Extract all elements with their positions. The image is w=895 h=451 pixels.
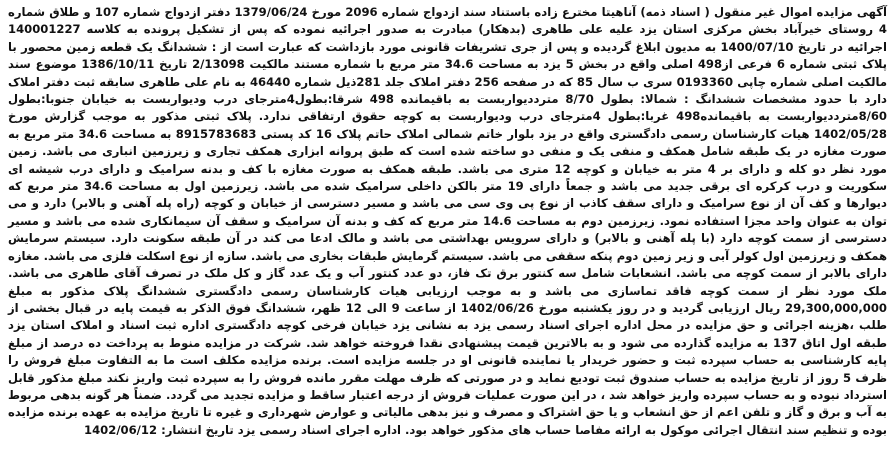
notice-body-text: آگهی مزایده اموال غیر منقول ( اسناد ذمه) آناهیتا مخترع زاده باستناد سند ازدواج شماره 2096 مورخ 1379/06/24 دفتر ازدواج شماره 107 و طلاق شماره 4 روستای خیرآباد بخش مرکزی استان یزد علیه علی طاهری (بدهکار) مبادرت به صدور اجرائیه نموده که پس از تشکیل پرونده به کلاسه 140001227 اجرائیه در تاریخ 1400/07/10 به مدیون ابلاغ گردیده و پس از جری تشریفات قانونی مورد بازداشت که عبارت است از : ششدانگ یک قطعه زمین محصور با پلاک ثبتی شماره 6 فرعی از498 اصلی واقع در بخش 5 یزد به مساحت 34.6 متر مربع با شماره مستند مالکیت 2/13098 تاریخ 1386/10/11 موضوع سند مالکیت اصلی شماره چاپی 0193360 سری ب سال 85 که در صفحه 256 دفتر املاک جلد 281ذیل شماره 46440 به نام علی طاهری سابقه ثبت دفتر املاک دارد با حدود مشخصات ششدانگ : شمالا: بطول 8/70 مترددیواربست به باقیمانده 498 شرقا:بطول4مترجای درب ودیواربست به خیابان جنوبا:بطول 8/60مترددیواربست به باقیمانده498 غربا:بطول 4مترجای درب ودیواربست به کوچه حقوق ارتفاقی ندارد. پلاک ثبتی مذکور به موجب گزارش مورخ 1402/05/28 هیات کارشناسان رسمی دادگستری واقع در یزد بلوار خاتم شمالی املاک حاتم پلاک 16 کد پستی 8915783683 به مساحت 34.6 متر مربع به صورت مغازه در یک طبقه شامل همکف و منفی یک و منفی دو ساخته شده است که طبق پروانه ابزاری همکف تجاری و زیرزمین انباری می باشد. زمین مورد نظر دو کله و دارای بر 4 متر به خیابان و کوچه 12 متری می باشد. طبقه همکف به صورت مغازه با کف و بدنه سرامیک و دارای درب شیشه ای سکوریت و درب کرکره ای برقی جدید می باشد و جمعاً دارای 19 متر بالکن داخلی سرامیک شده می باشد. زیرزمین اول به مساحت 34.6 متر مربع که دیوارها و کف آن از نوع سرامیک و دارای سقف کاذب از نوع پی وی سی می باشد و مسیر دسترسی از خیابان و کوچه (راه پله آهنی و بالابر) دارد و می توان به عنوان واحد مجزا استفاده نمود. زیرزمین دوم به مساحت 14.6 متر مربع که کف و بدنه آن سرامیک و سقف آن سیمانکاری شده می باشد و مسیر دسترسی از سمت کوچه دارد (با پله آهنی و بالابر) و دارای سرویس بهداشتی می باشد و مالک ادعا می کند در آن طبقه سکونت دارد. سیستم سرمایش همکف و زیرزمین اول کولر آبی و زیر زمین دوم پنکه سقفی می باشد. سیستم گرمایش طبقات بخاری می باشد. سازه از نوع اسکلت فلزی می باشد. مغازه دارای بالابر از سمت کوچه می باشد. انشعابات شامل سه کنتور برق تک فاز، دو عدد کنتور آب و یک عدد گاز و کل ملک در تصرف آقای طاهری می باشد. ملک مورد نظر از سمت کوچه فاقد تماسازی می باشد و به موجب ارزیابی هیات کارشناسان رسمی دادگستری ششدانگ پلاک مذکور به مبلغ 29,300,000,000 ریال ارزیابی گردید و در روز یکشنبه مورخ 1402/06/26 از ساعت 9 الی 12 ظهر، ششدانگ فوق الذکر به قیمت پایه در قبال بخشی از طلب ،هزینه اجرائی و حق مزایده در محل اداره اجرای اسناد رسمی یزد به نشانی یزد خیابان فرخی کوچه دادگستری اداره ثبت اسناد و املاک استان یزد طبقه اول اتاق 137 به مزایده گذارده می شود و به بالاترین قیمت پیشنهادی نقدا فروخته خواهد شد. شرکت در مزایده منوط به پرداخت ده درصد از مبلغ پایه کارشناسی به حساب سپرده ثبت و حضور خریدار یا نماینده قانونی او در جلسه مزایده است. برنده مزایده مکلف است ما به التفاوت مبلغ فروش را ظرف 5 روز از تاریخ مزایده به حساب صندوق ثبت تودیع نماید و در صورتی که ظرف مهلت مقرر مانده فروش را به سپرده ثبت واریز نکند مبلغ مذکور قابل استرداد نبوده و به حساب سپرده واریز خواهد شد ، در این صورت عملیات فروش از درجه اعتبار ساقط و مزایده تجدید می گردد. ضمناً هر گونه بدهی مربوط به آب و برق و گاز و تلفن اعم از حق انشعاب و یا حق اشتراک و مصرف و نیز بدهی مالیاتی و عوارض شهرداری و غیره تا تاریخ مزایده به عهده برنده مزایده بوده و تنظیم سند انتقال اجرائی موکول به ارائه مفاصا حساب های مذکور خواهد بود. اداره اجرای اسناد رسمی یزد تاریخ انتشار: 1402/06/12 xyxy=(8,5,888,437)
